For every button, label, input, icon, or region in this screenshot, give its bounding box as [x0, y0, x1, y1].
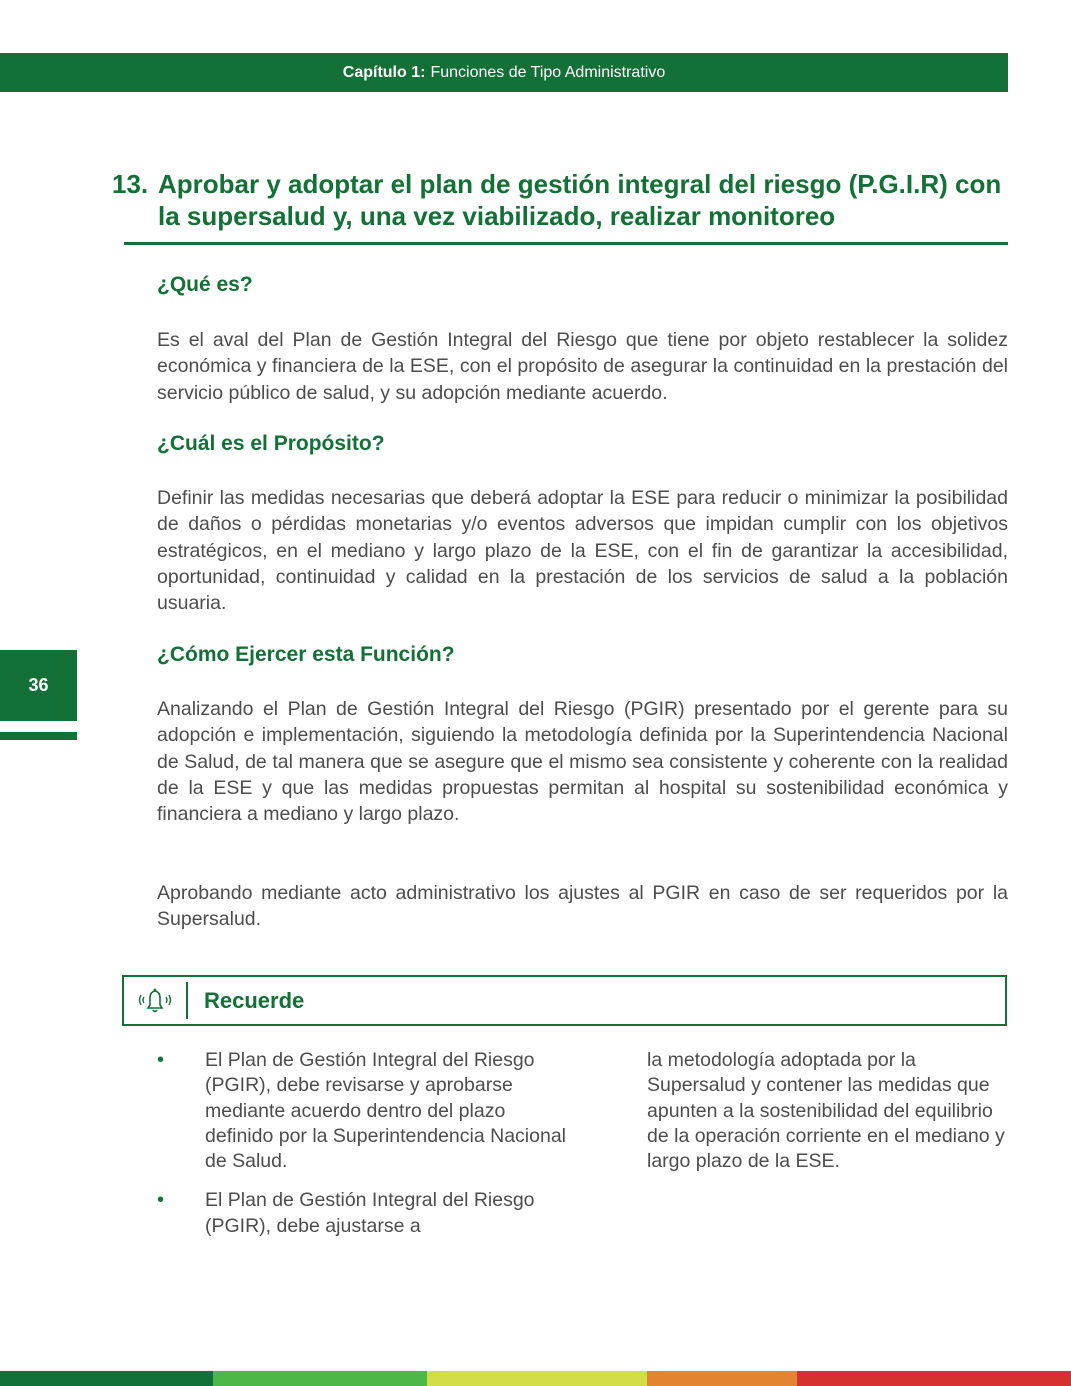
list-item [157, 1188, 577, 1239]
footer-stripe-orange [647, 1371, 797, 1386]
bullet-icon: • [157, 1189, 165, 1212]
footer-stripe-green [213, 1371, 427, 1386]
title-divider [124, 242, 1008, 245]
bullet-icon: • [157, 1049, 165, 1071]
how-heading: ¿Cómo Ejercer esta Función? [157, 643, 455, 666]
recuerde-list-right [647, 1048, 1007, 1174]
section-title-text: Aprobar y adoptar el plan de gestión integral del riesgo (P.G.I.R) con la supersalud y, una vez viabilizado, realizar monitoreo [158, 169, 1002, 231]
section-number: 13. [112, 169, 149, 199]
page-number-tab [0, 650, 77, 721]
footer-stripe-yellow [427, 1371, 647, 1386]
footer-stripe-dark-green [0, 1371, 213, 1386]
how-paragraph-1: Analizando el Plan de Gestión Integral del Riesgo (PGIR) presentado por el gerente para su adopción e implementación, siguiendo la metodología definida por la Superintendencia Nacional de Salud, de tal manera que se asegure que el mismo sea consistente y coherente con la realidad de la ESE y que las medidas propuestas permitan al hospital su sostenibilidad económica y financiera a mediano y largo plazo. [157, 698, 1008, 826]
footer-color-stripes [0, 1371, 1071, 1386]
page-tab-underline [0, 732, 77, 740]
bell-icon [124, 982, 188, 1019]
bullet-text-1: El Plan de Gestión Integral del Riesgo (PGIR), debe revisarse y aprobarse mediante acuerdo dentro del plazo definido por la Superintendencia Nacional de Salud. [205, 1049, 566, 1173]
chapter-header [0, 53, 1008, 92]
recuerde-list-left [157, 1048, 577, 1253]
list-item [157, 1048, 577, 1174]
section-title [112, 168, 1010, 232]
bullet-text-2: El Plan de Gestión Integral del Riesgo (PGIR), debe ajustarse a [205, 1189, 535, 1237]
chapter-title: Funciones de Tipo Administrativo [430, 63, 666, 81]
recuerde-callout [122, 975, 1007, 1026]
purpose-paragraph: Definir las medidas necesarias que deberá adoptar la ESE para reducir o minimizar la posibilidad de daños o pérdidas monetarias y/o eventos adversos que impidan cumplir con los objetivos estratégicos, en el mediano y largo plazo de la ESE, con el fin de garantizar la accesibilidad, oportunidad, continuidad y calidad en la prestación de los servicios de salud a la población usuaria. [157, 487, 1008, 615]
what-paragraph: Es el aval del Plan de Gestión Integral del Riesgo que tiene por objeto restablecer la solidez económica y financiera de la ESE, con el propósito de asegurar la continuidad en la prestación del servicio público de salud, y su adopción mediante acuerdo. [157, 329, 1008, 404]
how-paragraph-2: Aprobando mediante acto administrativo los ajustes al PGIR en caso de ser requeridos por la Supersalud. [157, 882, 1008, 931]
recuerde-label: Recuerde [204, 987, 305, 1013]
page-number: 36 [28, 675, 49, 695]
bullet-text-2-continued: la metodología adoptada por la Supersalud y contener las medidas que apunten a la sostenibilidad del equilibrio de la operación corriente en el mediano y largo plazo de la ESE. [647, 1049, 1005, 1173]
footer-stripe-red [797, 1371, 1071, 1386]
chapter-label: Capítulo 1: [342, 63, 426, 81]
purpose-heading: ¿Cuál es el Propósito? [157, 432, 385, 455]
what-heading: ¿Qué es? [157, 273, 253, 296]
